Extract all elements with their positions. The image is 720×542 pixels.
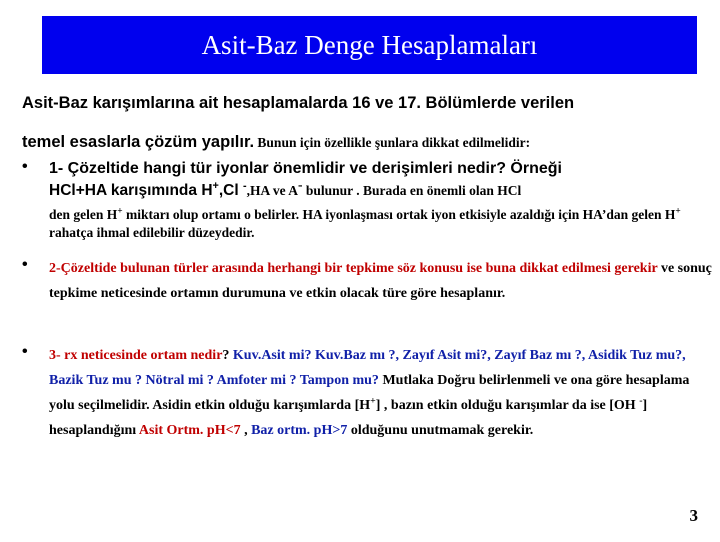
bullet-item-3: [22, 343, 712, 443]
explanation-text-a: den gelen H: [49, 207, 118, 222]
bullet-1-explanation: [49, 206, 712, 242]
slide-title-bar: [42, 16, 697, 74]
intro-line-2: [22, 131, 712, 154]
bullet-3-medium-types: Kuv.Asit mi? Kuv.Baz mı ?, Zayıf Asit mi?, Zayıf Baz mı ?, Asidik Tuz mu?, Bazik Tuz mu ? Nötral mi ? Amfoter mi ? Tampon mu?: [49, 348, 686, 388]
acid-medium-note: Asit Ortm. pH<7: [138, 423, 241, 438]
superscript-plus: +: [212, 179, 219, 192]
intro-paragraph: [22, 92, 712, 154]
superscript-minus-2: -: [298, 176, 303, 192]
bullet-3-body: [49, 343, 712, 443]
bullet-3-text-2a: Mutlaka Doğru belirlenmeli ve ona göre hesaplama yolu seçilmelidir. Asidin etkin olduğu karışımlarda [H: [49, 373, 690, 413]
bullet-2-red-text: 2-Çözeltide bulunan türler arasında herhangi bir tepkime söz konusu ise buna dikkat edilmesi gerekir: [49, 261, 658, 276]
bullet-marker: •: [22, 256, 28, 273]
bullet-1-body: [49, 158, 712, 242]
example-text-a: HCl+HA karışımında H: [49, 182, 213, 199]
bullet-2-body: [49, 256, 712, 306]
bullet-3-text-2c: ] hesaplandığını: [49, 398, 648, 438]
intro-line-2-note: Bunun için özellikle şunlara dikkat edilmelidir:: [254, 135, 531, 150]
base-medium-note: Baz ortm. pH>7: [251, 423, 348, 438]
explanation-text-c: rahatça ihmal edilebilir düzeydedir.: [49, 225, 255, 240]
slide-title: Asit-Baz Denge Hesaplamaları: [201, 29, 538, 60]
bullet-3-text-4: olduğunu unutmamak gerekir.: [347, 423, 534, 438]
bullet-3-text-1: ?: [222, 348, 233, 363]
bullet-2-text: ve sonuç tepkime neticesinde ortamın durumuna ve etkin olacak türe göre hesaplanır.: [49, 261, 712, 301]
intro-line-1: Asit-Baz karışımlarına ait hesaplamalarda 16 ve 17. Bölümlerde verilen: [22, 94, 575, 112]
bullet-1-heading: 1- Çözeltide hangi tür iyonlar önemlidir ve derişimleri nedir? Örneği: [49, 160, 562, 177]
superscript-plus: +: [370, 395, 376, 407]
bullet-item-2: [22, 256, 712, 306]
bullet-3-text-2b: ] , bazın etkin olduğu karışımlar da ise [OH: [375, 398, 640, 413]
bullet-marker: •: [22, 158, 28, 175]
superscript-plus: +: [117, 206, 123, 217]
superscript-minus: -: [639, 395, 643, 407]
bullet-3-red-question: 3- rx neticesinde ortam nedir: [49, 348, 223, 363]
superscript-minus: -: [242, 179, 247, 192]
intro-line-2-main: temel esaslarla çözüm yapılır.: [22, 133, 255, 151]
bullet-marker: •: [22, 343, 28, 360]
bullet-item-1: [22, 158, 712, 242]
bullet-1-example-line: [49, 176, 712, 202]
example-text-b: ,Cl: [218, 182, 243, 199]
superscript-plus: +: [675, 206, 681, 217]
bullet-3-text-3: ,: [240, 423, 252, 438]
page-number: 3: [689, 506, 698, 525]
explanation-text-b: miktarı olup ortamı o belirler. HA iyonlaşması ortak iyon etkisiyle azaldığı için HA’dan gelen H: [122, 207, 676, 222]
example-text-d: bulunur . Burada en önemli olan HCl: [302, 183, 522, 198]
example-text-c: ,HA ve A: [246, 183, 298, 198]
